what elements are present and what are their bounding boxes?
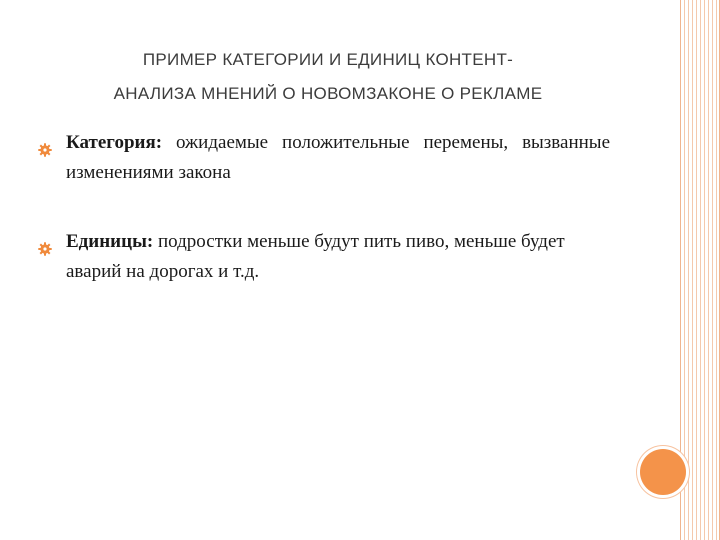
slide-title (18, 43, 638, 111)
bullet-lead-category: Категория: (66, 132, 163, 153)
slide-title-line-2: АНАЛИЗА МНЕНИЙ О НОВОМЗАКОНЕ О РЕКЛАМЕ (113, 84, 543, 103)
orange-gear-bullet-icon (38, 137, 52, 151)
bullet-item-category (38, 128, 610, 188)
bullet-text-units: подростки меньше будут пить пиво, меньше будет аварий на дорогах и т.д. (66, 231, 565, 282)
bullet-text-category: ожидаемые положительные перемены, вызванные изменениями закона (66, 132, 610, 183)
slide-content (38, 128, 610, 287)
slide-title-line-1: ПРИМЕР КАТЕГОРИИ И ЕДИНИЦ КОНТЕНТ- (142, 50, 514, 69)
orange-gear-bullet-icon (38, 236, 52, 250)
right-decorative-border (680, 0, 720, 540)
orange-circle-decoration (640, 449, 686, 495)
bullet-item-units (38, 227, 610, 287)
bullet-lead-units: Единицы: (66, 231, 154, 252)
